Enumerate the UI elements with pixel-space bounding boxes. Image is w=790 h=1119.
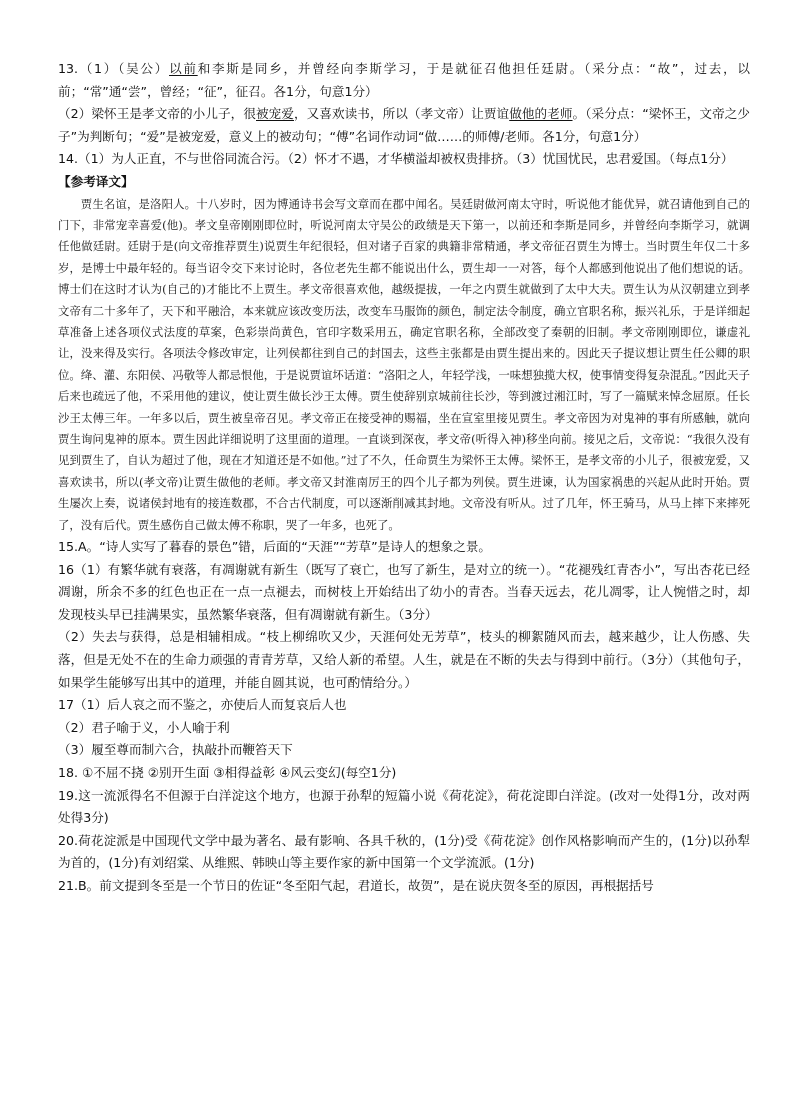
translation-body: 贾生名谊，是洛阳人。十八岁时，因为博通诗书会写文章而在郡中闻名。吴廷尉做河南太守时，听说他才能优异，就召请他到自己的门下，非常宠幸喜爱(他)。孝文皇帝刚刚即位时，听说河南太守吴公的政绩是天下第一，以前还和李斯是同乡，并曾经向李斯学习，就调任他做廷尉。廷尉于是(向文帝推荐贾生)说贾生年纪很轻，但对诸子百家的典籍非常精通，孝文帝征召贾生为博士。当时贾生年仅二十多岁，是博士中最年轻的。每当诏令交下来讨论时，各位老先生都不能说出什么，贾生却一一对答，每个人都感到他说出了他们想说的话。博士们在这时才认为(自己的)才能比不上贾生。孝文帝很喜欢他，越级提拔，一年之内贾生就做到了太中大夫。贾生认为从汉朝建立到孝文帝有二十多年了，天下和平融洽，本来就应该改变历法，改变车马服饰的颜色，制定法令制度，确立官职名称，振兴礼乐，于是详细起草准备上述各项仪式法度的草案，色彩崇尚黄色，官印字数采用五，确定官职名称，全部改变了秦朝的旧制。孝文帝刚刚即位，谦虚礼让，没来得及实行。各项法令修改审定，让列侯都往到自己的封国去，这些主张都是由贾生提出来的。因此天子提议想让贾生任公卿的职位。绛、灌、东阳侯、冯敬等人都忌恨他，于是说贾谊坏话道：“洛阳之人，年轻学浅，一味想独揽大权，使事情变得复杂混乱。”因此天子后来也疏远了他，不采用他的建议，使让贾生做长沙王太傅。贾生使辞别京城前往长沙，等到渡过湘江时，写了一篇赋来悼念屈原。任长沙王太傅三年。一年多以后，贾生被皇帝召见。孝文帝正在接受神的赐福，坐在宣室里接见贾生。孝文帝因为对鬼神的事有所感触，就向贾生询问鬼神的原本。贾生因此详细说明了这里面的道理。一直谈到深夜，孝文帝(听得入神)移坐向前。接见之后，文帝说：“我很久没有见到贾生了，自认为超过了他，现在才知道还是不如他。”过了不久，任命贾生为梁怀王太傅。梁怀王，是孝文帝的小儿子，很被宠爱，又喜欢读书，所以(孝文帝)让贾生做他的老师。孝文帝又封淮南厉王的四个儿子都为列侯。贾生进谏，认为国家祸患的兴起从此时开始。贾生屡次上奏，说诸侯封地有的接连数郡，不合古代制度，可以逐渐削减其封地。文帝没有听从。过了几年，怀王骑马，从马上摔下来摔死了，没有后代。贾生感伤自己做太傅不称职，哭了一年多，也死了。 [58, 196, 750, 532]
q15-answer: 15.A。“诗人实写了暮春的景色”错，后面的“天涯”“芳草”是诗人的想象之景。 [58, 539, 492, 555]
q17-part1: 17（1）后人哀之而不鉴之，亦使后人而复哀后人也 [58, 697, 347, 713]
underlined-text: 做他的老师 [509, 106, 573, 122]
q20-answer: 20.荷花淀派是中国现代文学中最为著名、最有影响、各具千秋的，(1分)受《荷花淀》创作风格影响而产生的，(1分)以孙犁为首的，(1分)有刘绍棠、从维熙、韩映山等主要作家的新中国第一个文学流派。(1分) [58, 832, 750, 871]
underlined-text: 被宠爱 [256, 106, 294, 122]
q13-part2: （2）梁怀王是孝文帝的小儿子，很被宠爱，又喜欢读书，所以（孝文帝）让贾谊做他的老师。（采分点：“梁怀王，文帝之少子”为判断句；“爱”是被宠爱，意义上的被动句；“傅”名词作动词“做……的师傅/老师。各1分，句意1分） [58, 106, 751, 144]
q14-answer: 14.（1）为人正直，不与世俗同流合污。（2）怀才不遇，才华横溢却被权贵排挤。（3）忧国忧民，忠君爱国。（每点1分） [58, 151, 734, 167]
q21-answer: 21.B。前文提到冬至是一个节日的佐证“冬至阳气起，君道长，故贺”，是在说庆贺冬至的原因，再根据括号 [58, 877, 654, 893]
q18-answer: 18. ①不屈不挠 ②别开生面 ③相得益彰 ④风云变幻(每空1分) [58, 765, 397, 780]
q19-answer: 19.这一流派得名不但源于白洋淀这个地方，也源于孙犁的短篇小说《荷花淀》，荷花淀即白洋淀。(改对一处得1分，改对两处得3分) [58, 787, 750, 826]
q17-part3: （3）履至尊而制六合，执敲扑而鞭笞天下 [58, 742, 293, 758]
q13-part1: 13.（1）（吴公）以前和李斯是同乡，并曾经向李斯学习，于是就征召他担任廷尉。（采分点：“故”，过去，以前；“常”通“尝”，曾经；“征”，征召。各1分，句意1分） [58, 61, 751, 99]
q16-part1: 16（1）有繁华就有衰落，有凋谢就有新生（既写了衰亡，也写了新生，是对立的统一）。“花褪残红青杏小”，写出杏花已经凋谢，所余不多的红色也正在一点一点褪去，而树枝上开始结出了幼小的青杏。当春天远去，花儿凋零，让人惋惜之时，却发现枝头早已挂满果实，虽然繁华衰落，但有凋谢就有新生。（3分） [58, 561, 750, 622]
translation-heading: 【参考译文】 [58, 173, 134, 189]
underlined-text: 以前 [169, 61, 198, 76]
q17-part2: （2）君子喻于义，小人喻于利 [58, 719, 230, 735]
q16-part2: （2）失去与获得，总是相辅相成。“枝上柳绵吹又少，天涯何处无芳草”，枝头的柳絮随风而去，越来越少，让人伤感、失落，但是无处不在的生命力顽强的青青芳草，又给人新的希望。人生，就是在不断的失去与得到中前行。（3分）（其他句子，如果学生能够写出其中的道理，并能自圆其说，也可酌情给分。） [58, 629, 750, 690]
